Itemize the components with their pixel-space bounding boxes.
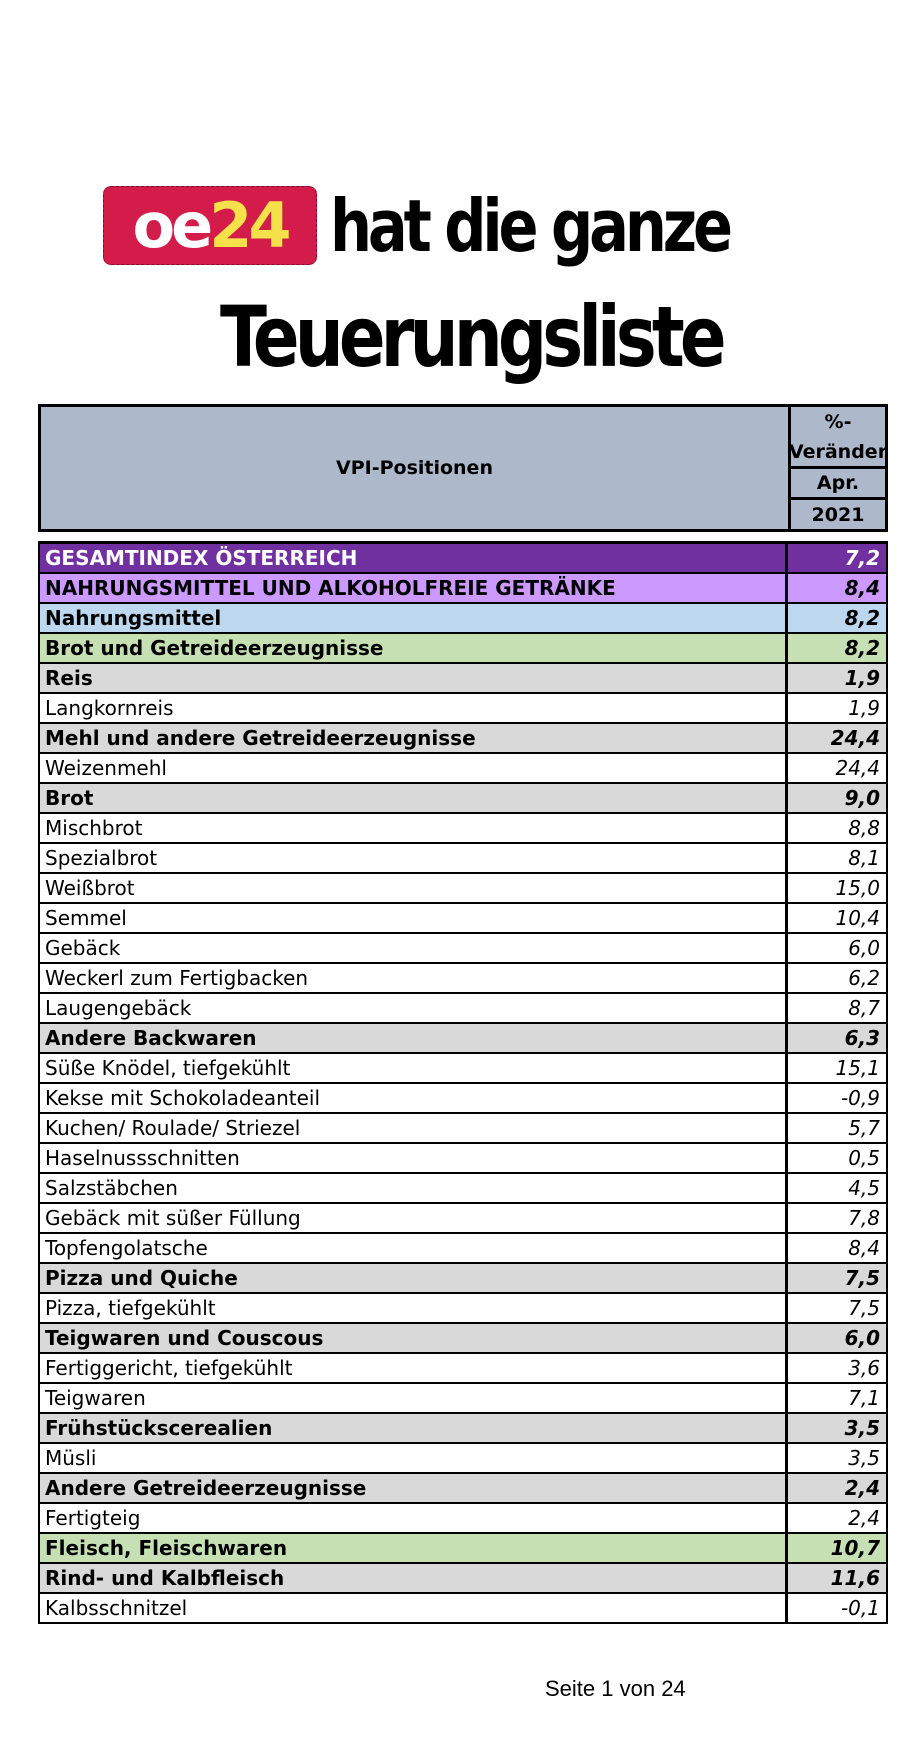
table-row	[40, 1114, 886, 1144]
table-row	[40, 1204, 886, 1234]
row-value: 11,6	[830, 1566, 880, 1590]
row-label: Gebäck	[40, 934, 788, 962]
table-row	[40, 1594, 886, 1624]
row-label: Topfengolatsche	[40, 1234, 788, 1262]
row-label: Langkornreis	[40, 694, 788, 722]
row-value: 7,8	[848, 1206, 880, 1230]
row-label: Kalbsschnitzel	[40, 1594, 788, 1622]
row-label: Haselnussschnitten	[40, 1144, 788, 1172]
row-value: 8,2	[844, 606, 880, 630]
row-value: 15,1	[835, 1056, 880, 1080]
table-row	[40, 904, 886, 934]
oe24-logo	[103, 186, 317, 265]
row-label: Spezialbrot	[40, 844, 788, 872]
row-label: Salzstäbchen	[40, 1174, 788, 1202]
row-label: Brot und Getreideerzeugnisse	[40, 634, 788, 662]
header-change-line-2: Veränder	[788, 440, 888, 463]
row-value: -0,9	[840, 1086, 880, 1110]
table-row	[40, 634, 886, 664]
row-value: 8,4	[844, 576, 880, 600]
table-row	[40, 1084, 886, 1114]
table-row	[40, 724, 886, 754]
header-change-column	[788, 407, 888, 529]
row-value: 8,8	[848, 816, 880, 840]
row-value: 4,5	[848, 1176, 880, 1200]
row-value: 1,9	[844, 666, 880, 690]
row-value: 0,5	[848, 1146, 880, 1170]
row-label: Brot	[40, 784, 788, 812]
table-row	[40, 1354, 886, 1384]
row-label: Rind- und Kalbfleisch	[40, 1564, 788, 1592]
table-row	[40, 664, 886, 694]
row-value: -0,1	[840, 1596, 880, 1620]
page-number: Seite 1 von 24	[545, 1676, 686, 1701]
row-label: Pizza und Quiche	[40, 1264, 788, 1292]
table-row	[40, 1054, 886, 1084]
row-value: 3,5	[844, 1416, 880, 1440]
table-row	[40, 784, 886, 814]
row-value: 7,1	[848, 1386, 880, 1410]
row-label: Weckerl zum Fertigbacken	[40, 964, 788, 992]
row-label: NAHRUNGSMITTEL UND ALKOHOLFREIE GETRÄNKE	[40, 574, 788, 602]
row-value: 7,5	[848, 1296, 880, 1320]
headline-line-1: hat die ganze	[330, 184, 729, 268]
row-label: Kuchen/ Roulade/ Striezel	[40, 1114, 788, 1142]
logo-24-text: 24	[209, 188, 288, 262]
table-row	[40, 1324, 886, 1354]
header-positions: VPI-Positionen	[41, 407, 791, 529]
row-value: 3,5	[848, 1446, 880, 1470]
table-row	[40, 934, 886, 964]
row-label: Pizza, tiefgekühlt	[40, 1294, 788, 1322]
table-row	[40, 1384, 886, 1414]
row-label: Gebäck mit süßer Füllung	[40, 1204, 788, 1232]
row-label: Andere Backwaren	[40, 1024, 788, 1052]
table-row	[40, 1564, 886, 1594]
header-change-label	[788, 407, 888, 469]
row-label: Frühstückscerealien	[40, 1414, 788, 1442]
table-row	[40, 1294, 886, 1324]
row-label: Weißbrot	[40, 874, 788, 902]
row-label: Fertigteig	[40, 1504, 788, 1532]
row-value: 3,6	[848, 1356, 880, 1380]
row-value: 8,1	[848, 846, 880, 870]
table-row	[40, 544, 886, 574]
table-row	[40, 1174, 886, 1204]
table-row	[40, 1474, 886, 1504]
table-row	[40, 1444, 886, 1474]
table-header	[38, 404, 888, 532]
table-row	[40, 994, 886, 1024]
row-value: 7,2	[844, 546, 880, 570]
row-label: Laugengebäck	[40, 994, 788, 1022]
table-row	[40, 1024, 886, 1054]
row-label: Teigwaren und Couscous	[40, 1324, 788, 1352]
table-row	[40, 1264, 886, 1294]
row-value: 10,4	[835, 906, 880, 930]
row-value: 8,7	[848, 996, 880, 1020]
table-row	[40, 874, 886, 904]
row-value: 7,5	[844, 1266, 880, 1290]
table-row	[40, 844, 886, 874]
header-month: Apr.	[791, 469, 885, 500]
table-row	[40, 1414, 886, 1444]
row-value: 10,7	[830, 1536, 880, 1560]
header-year: 2021	[811, 503, 865, 526]
table-row	[40, 814, 886, 844]
row-label: Mischbrot	[40, 814, 788, 842]
table-row	[40, 964, 886, 994]
table-row	[40, 604, 886, 634]
row-label: Andere Getreideerzeugnisse	[40, 1474, 788, 1502]
table-row	[40, 1534, 886, 1564]
table-row	[40, 754, 886, 784]
row-value: 24,4	[830, 726, 880, 750]
row-value: 8,2	[844, 636, 880, 660]
header-change-line-1: %-	[824, 410, 852, 433]
row-value: 2,4	[848, 1506, 880, 1530]
row-value: 24,4	[835, 756, 880, 780]
row-value: 15,0	[835, 876, 880, 900]
row-label: Mehl und andere Getreideerzeugnisse	[40, 724, 788, 752]
row-label: Reis	[40, 664, 788, 692]
table-row	[40, 1504, 886, 1534]
row-value: 9,0	[844, 786, 880, 810]
row-label: GESAMTINDEX ÖSTERREICH	[40, 544, 788, 572]
row-label: Nahrungsmittel	[40, 604, 788, 632]
row-value: 6,2	[848, 966, 880, 990]
headline-line-2: Teuerungsliste	[220, 288, 722, 386]
row-label: Semmel	[40, 904, 788, 932]
row-value: 5,7	[848, 1116, 880, 1140]
row-value: 8,4	[848, 1236, 880, 1260]
row-value: 6,3	[844, 1026, 880, 1050]
row-label: Süße Knödel, tiefgekühlt	[40, 1054, 788, 1082]
row-value: 1,9	[848, 696, 880, 720]
row-label: Müsli	[40, 1444, 788, 1472]
table-row	[40, 694, 886, 724]
row-label: Teigwaren	[40, 1384, 788, 1412]
row-label: Kekse mit Schokoladeanteil	[40, 1084, 788, 1112]
logo-oe-text: oe	[132, 188, 210, 262]
row-value: 2,4	[844, 1476, 880, 1500]
row-label: Weizenmehl	[40, 754, 788, 782]
table-row	[40, 1144, 886, 1174]
table-body	[38, 541, 888, 1624]
table-row	[40, 1234, 886, 1264]
row-label: Fleisch, Fleischwaren	[40, 1534, 788, 1562]
row-value: 6,0	[848, 936, 880, 960]
row-label: Fertiggericht, tiefgekühlt	[40, 1354, 788, 1382]
row-value: 6,0	[844, 1326, 880, 1350]
table-row	[40, 574, 886, 604]
